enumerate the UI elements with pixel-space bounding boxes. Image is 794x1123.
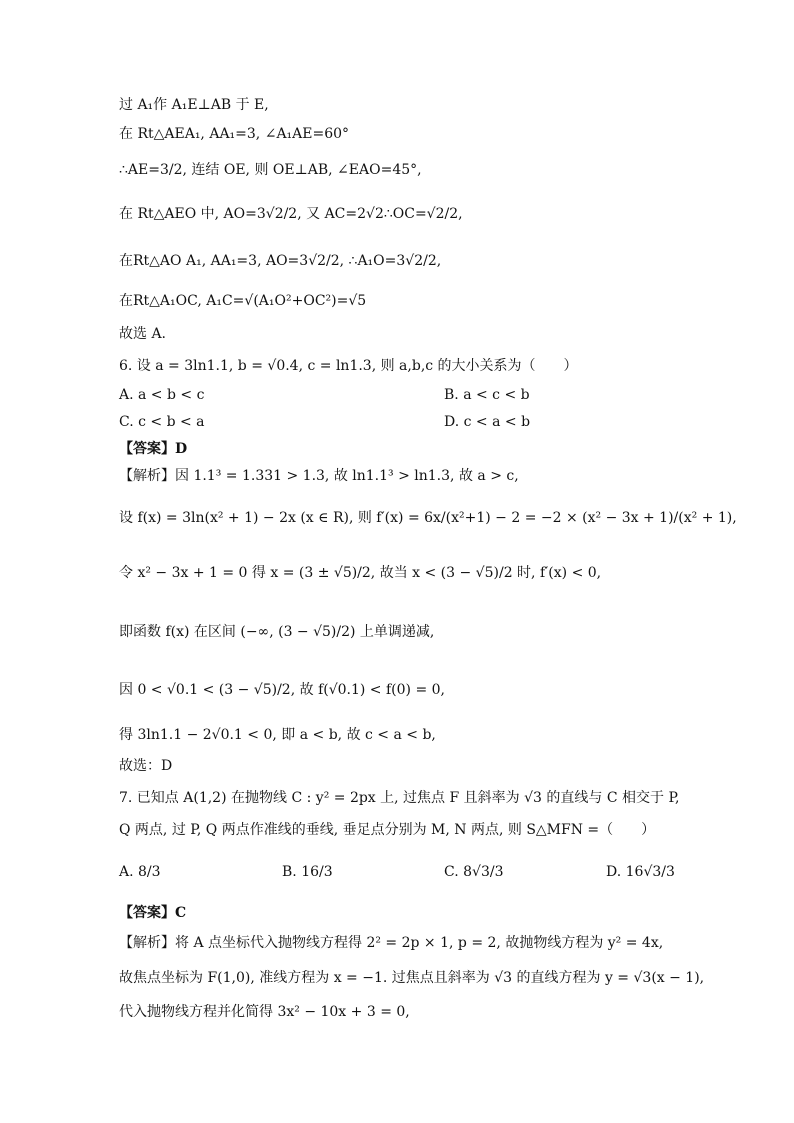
q6-analysis-line-2: 设 f(x) = 3ln(x² + 1) − 2x (x ∈ R), 则 f′(x) = 6x/(x²+1) − 2 = −2 × (x² − 3x + 1)/(x² + 1), [119,510,737,526]
q7-analysis-line-1: 【解析】将 A 点坐标代入抛物线方程得 2² = 2p × 1, p = 2, 故抛物线方程为 y² = 4x, [119,935,664,951]
q5-solution-line-2: 在 Rt△AEA₁, AA₁=3, ∠A₁AE=60° [119,126,350,142]
q7-stem-line-2: Q 两点, 过 P, Q 两点作准线的垂线, 垂足点分别为 M, N 两点, 则 S△MFN =（ ） [119,822,656,838]
q7-analysis-line-2: 故焦点坐标为 F(1,0), 准线方程为 x = −1. 过焦点且斜率为 √3 的直线方程为 y = √3(x − 1), [119,970,705,986]
q7-stem-line-1: 7. 已知点 A(1,2) 在抛物线 C : y² = 2px 上, 过焦点 F 且斜率为 √3 的直线与 C 相交于 P, [119,790,680,806]
q6-option-c: C. c < b < a [119,414,205,430]
q6-analysis-line-6: 得 3ln1.1 − 2√0.1 < 0, 即 a < b, 故 c < a < b, [119,727,436,743]
q7-option-d: D. 16√3/3 [606,864,675,880]
q5-solution-line-6: 在Rt△A₁OC, A₁C=√(A₁O²+OC²)=√5 [119,293,367,309]
q6-analysis-line-5: 因 0 < √0.1 < (3 − √5)/2, 故 f(√0.1) < f(0) = 0, [119,682,445,698]
q5-solution-line-5: 在Rt△AO A₁, AA₁=3, AO=3√2/2, ∴A₁O=3√2/2, [119,253,442,269]
q5-solution-line-1: 过 A₁作 A₁E⊥AB 于 E, [119,97,269,113]
q6-analysis-line-3: 令 x² − 3x + 1 = 0 得 x = (3 ± √5)/2, 故当 x < (3 − √5)/2 时, f′(x) < 0, [119,565,602,581]
q6-analysis-line-1: 【解析】因 1.1³ = 1.331 > 1.3, 故 ln1.1³ > ln1.3, 故 a > c, [119,468,519,484]
q6-analysis-line-7: 故选：D [119,758,173,774]
q5-solution-line-3: ∴AE=3/2, 连结 OE, 则 OE⊥AB, ∠EAO=45°, [119,162,422,178]
q6-answer: 【答案】D [119,441,188,457]
q7-answer: 【答案】C [119,905,187,921]
q6-option-a: A. a < b < c [119,387,205,403]
q5-solution-line-4: 在 Rt△AEO 中, AO=3√2/2, 又 AC=2√2∴OC=√2/2, [119,206,463,222]
q6-stem: 6. 设 a = 3ln1.1, b = √0.4, c = ln1.3, 则 a,b,c 的大小关系为（ ） [119,358,578,374]
q6-option-b: B. a < c < b [444,387,530,403]
q7-option-c: C. 8√3/3 [444,864,504,880]
q7-option-a: A. 8/3 [119,864,161,880]
q5-solution-line-7: 故选 A. [119,326,167,342]
q7-option-b: B. 16/3 [282,864,333,880]
q6-option-d: D. c < a < b [444,414,531,430]
q6-analysis-line-4: 即函数 f(x) 在区间 (−∞, (3 − √5)/2) 上单调递减, [119,624,435,640]
q7-analysis-line-3: 代入抛物线方程并化简得 3x² − 10x + 3 = 0, [119,1004,410,1020]
